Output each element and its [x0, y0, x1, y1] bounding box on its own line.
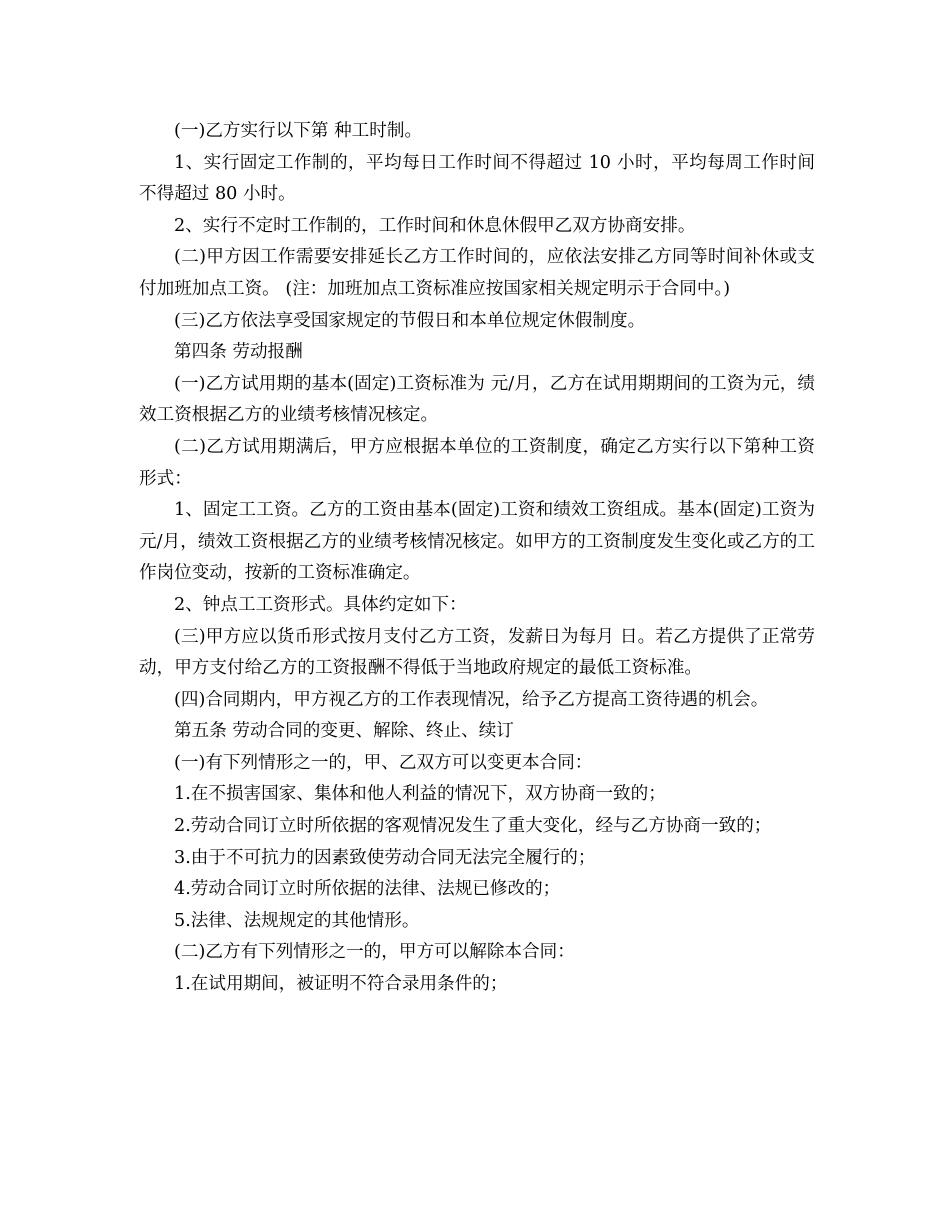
list-item-change-1: 1.在不损害国家、集体和他人利益的情况下，双方协商一致的；	[174, 784, 666, 805]
list-item-termination-1: 1.在试用期间，被证明不符合录用条件的；	[174, 974, 508, 995]
paragraph-salary-form: (二)乙方试用期满后，甲方应根据本单位的工资制度，确定乙方实行以下第种工资形式：	[139, 436, 815, 489]
paragraph-hourly-salary: 2、钟点工工资形式。具体约定如下：	[174, 594, 467, 615]
paragraph-termination-conditions: (二)乙方有下列情形之一的，甲方可以解除本合同：	[174, 942, 575, 963]
paragraph-fixed-work-system: 1、实行固定工作制的，平均每日工作时间不得超过 10 小时，平均每周工作时间不得超过 80 小时。	[139, 152, 815, 205]
heading-article-4: 第四条 劳动报酬	[174, 342, 303, 363]
paragraph-work-hours-system: (一)乙方实行以下第 种工时制。	[174, 121, 423, 141]
paragraph-change-conditions: (一)有下列情形之一的，甲、乙双方可以变更本合同：	[174, 752, 593, 773]
paragraph-flexible-work-system: 2、实行不定时工作制的，工作时间和休息休假甲乙双方协商安排。	[174, 215, 696, 236]
list-item-change-5: 5.法律、法规规定的其他情形。	[174, 910, 420, 931]
paragraph-salary-raise: (四)合同期内，甲方视乙方的工作表现情况，给予乙方提高工资待遇的机会。	[174, 689, 769, 710]
paragraph-probation-salary: (一)乙方试用期的基本(固定)工资标准为 元/月，乙方在试用期期间的工资为元，绩效工资根据乙方的业绩考核情况核定。	[139, 373, 815, 426]
paragraph-fixed-salary: 1、固定工工资。乙方的工资由基本(固定)工资和绩效工资组成。基本(固定)工资为元/月，绩效工资根据乙方的业绩考核情况核定。如甲方的工资制度发生变化或乙方的工作岗位变动，按新的工资标准确定。	[139, 500, 815, 584]
heading-article-5: 第五条 劳动合同的变更、解除、终止、续订	[174, 721, 514, 742]
paragraph-holidays: (三)乙方依法享受国家规定的节假日和本单位规定休假制度。	[174, 310, 646, 331]
list-item-change-4: 4.劳动合同订立时所依据的法律、法规已修改的；	[174, 879, 561, 900]
document-body	[139, 116, 815, 1001]
list-item-change-2: 2.劳动合同订立时所依据的客观情况发生了重大变化，经与乙方协商一致的；	[174, 816, 772, 837]
paragraph-overtime: (二)甲方因工作需要安排延长乙方工作时间的，应依法安排乙方同等时间补休或支付加班加点工资。 (注：加班加点工资标准应按国家相关规定明示于合同中。)	[139, 247, 815, 299]
list-item-change-3: 3.由于不可抗力的因素致使劳动合同无法完全履行的；	[174, 847, 596, 868]
paragraph-payday: (三)甲方应以货币形式按月支付乙方工资，发薪日为每月 日。若乙方提供了正常劳动，甲方支付给乙方的工资报酬不得低于当地政府规定的最低工资标准。	[139, 626, 815, 679]
